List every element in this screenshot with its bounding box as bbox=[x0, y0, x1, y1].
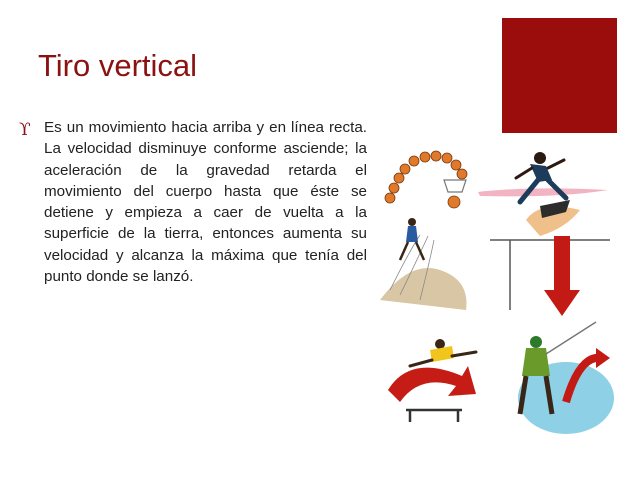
high-jumper-clipart bbox=[490, 200, 610, 316]
hurdler-clipart bbox=[388, 339, 476, 422]
gymnast-vault-clipart bbox=[380, 218, 466, 310]
accent-square bbox=[502, 18, 617, 133]
runner-clipart bbox=[478, 152, 608, 202]
bullet-text: Es un movimiento hacia arriba y en línea recta. La velocidad disminuye conforme asciende; la aceleración de la gravedad retarda el movimiento del cuerpo hasta que éste se detiene y empieza a caer de vuelta a la superficie de la tierra, entonces aumenta su velocidad y alcanza la máxima que tenía del punto donde se lanzó. bbox=[44, 119, 367, 286]
bullet-icon: ϒ bbox=[19, 120, 31, 140]
golfer-clipart bbox=[518, 322, 614, 434]
sports-illustration bbox=[370, 140, 618, 440]
basketball-arc-clipart bbox=[385, 151, 467, 208]
slide-title: Tiro vertical bbox=[38, 48, 198, 83]
